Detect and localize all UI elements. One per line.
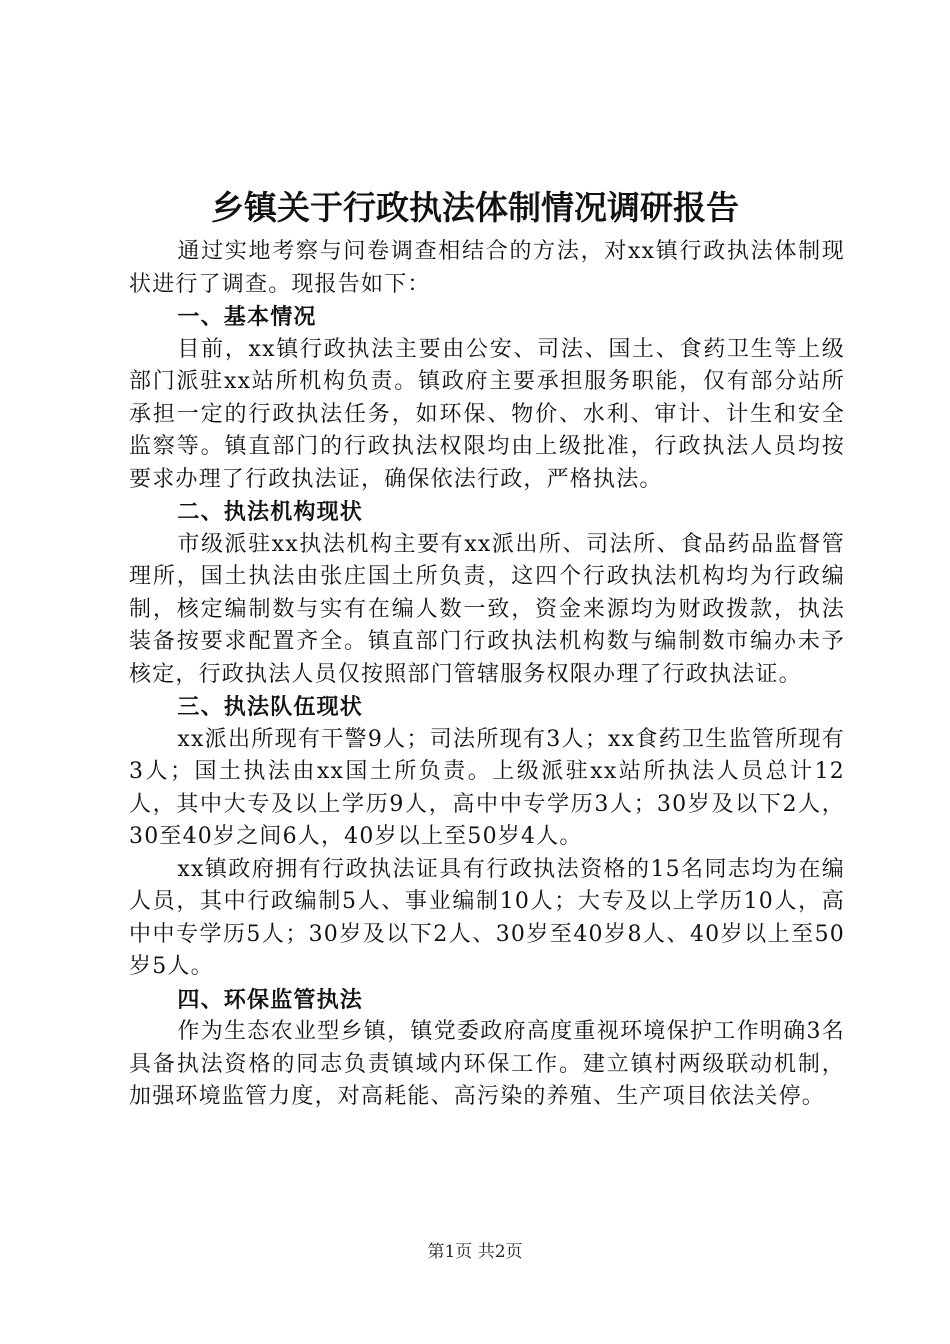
page-footer: 第1页 共2页: [427, 1242, 523, 1262]
document-title: 乡镇关于行政执法体制情况调研报告: [211, 188, 739, 227]
section-paragraph: 目前，xx镇行政执法主要由公安、司法、国土、食药卫生等上级部门派驻xx站所机构负责。镇政府主要承担服务职能，仅有部分站所承担一定的行政执法任务，如环保、物价、水利、审计、计生和安全监察等。镇直部门的行政执法权限均由上级批准，行政执法人员均按要求办理了行政执法证，确保依法行政，严格执法。: [129, 336, 845, 492]
section-paragraph: xx镇政府拥有行政执法证具有行政执法资格的15名同志均为在编人员，其中行政编制5人、事业编制10人；大专及以上学历10人，高中中专学历5人；30岁及以下2人、30岁至40岁8人、40岁以上至50岁5人。: [129, 856, 845, 979]
section-heading-staff: 三、执法队伍现状: [177, 694, 363, 720]
section-heading-basic: 一、基本情况: [177, 304, 317, 330]
section-heading-environment: 四、环保监管执法: [177, 986, 363, 1013]
section-paragraph: 市级派驻xx执法机构主要有xx派出所、司法所、食品药品监督管理所，国土执法由张庄国土所负责，这四个行政执法机构均为行政编制，核定编制数与实有在编人数一致，资金来源均为财政拨款，执法装备按要求配置齐全。镇直部门行政执法机构数与编制数市编办未予核定，行政执法人员仅按照部门管辖服务权限办理了行政执法证。: [129, 531, 845, 687]
section-paragraph: xx派出所现有干警9人；司法所现有3人；xx食药卫生监管所现有3人；国土执法由xx国土所负责。上级派驻xx站所执法人员总计12人，其中大专及以上学历9人，高中中专学历3人；30岁及以下2人，30至40岁之间6人，40岁以上至50岁4人。: [129, 726, 845, 849]
section-paragraph: 作为生态农业型乡镇，镇党委政府高度重视环境保护工作明确3名具备执法资格的同志负责镇域内环保工作。建立镇村两级联动机制，加强环境监管力度，对高耗能、高污染的养殖、生产项目依法关停。: [129, 1019, 845, 1109]
document-body: [129, 236, 845, 1114]
section-heading-agencies: 二、执法机构现状: [177, 499, 363, 525]
intro-paragraph: 通过实地考察与问卷调查相结合的方法，对xx镇行政执法体制现状进行了调查。现报告如下：: [129, 239, 845, 297]
